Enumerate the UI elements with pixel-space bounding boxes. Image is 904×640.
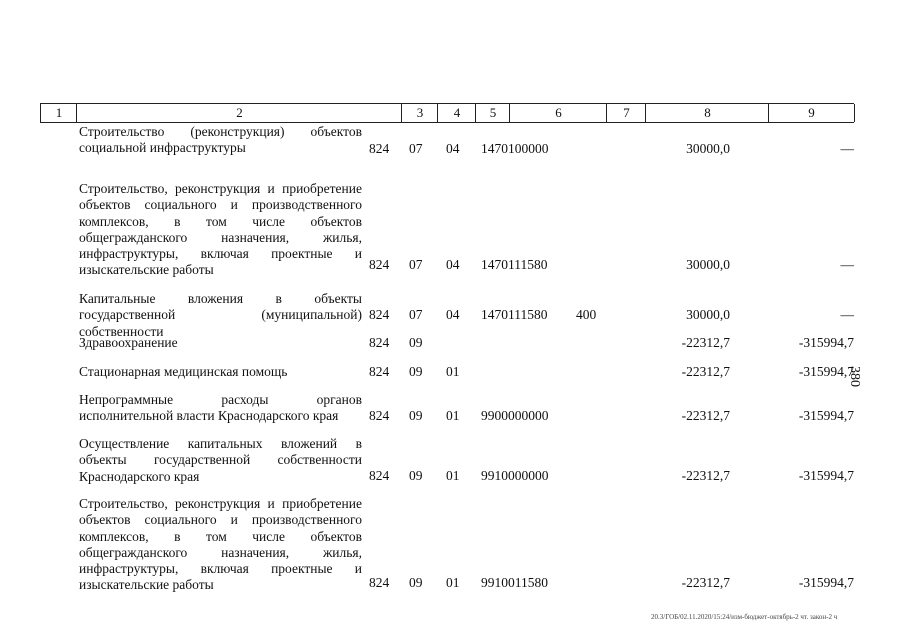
row-code-target: 1470100000	[481, 141, 549, 156]
row-amount-2: —	[840, 307, 854, 322]
row-code-subsection: 04	[446, 307, 460, 322]
row-amount-1: -22312,7	[681, 468, 730, 483]
row-code-ministry: 824	[369, 335, 390, 350]
row-code-ministry: 824	[369, 408, 390, 423]
row-code-subsection: 01	[446, 408, 460, 423]
header-col-7: 7	[606, 104, 646, 122]
row-code-section: 09	[409, 575, 423, 590]
row-amount-2: -315994,7	[798, 364, 854, 379]
row-amount-2: —	[840, 141, 854, 156]
document-footer: 20.3/ГОБ/02.11.2020/15:24/изм-бюджет-октябрь-2 чт. закон-2 ч	[651, 613, 838, 621]
row-name: Строительство (реконструкция) объектов социальной инфраструктуры	[79, 124, 362, 156]
header-col-6: 6	[509, 104, 607, 122]
header-col-4: 4	[437, 104, 476, 122]
row-code-section: 09	[409, 468, 423, 483]
header-col-8: 8	[645, 104, 769, 122]
row-code-subsection: 01	[446, 575, 460, 590]
table-header-row	[40, 103, 854, 123]
row-code-subsection: 01	[446, 468, 460, 483]
header-col-1: 1	[40, 104, 77, 122]
row-amount-2: -315994,7	[798, 468, 854, 483]
row-code-target: 9900000000	[481, 408, 549, 423]
row-amount-1: -22312,7	[681, 408, 730, 423]
row-name: Строительство, реконструкция и приобретение объектов социального и производственного комплексов, в том числе объектов общегражданского назначения, жилья, инфраструктуры, включая проектные и изыскательские работы	[79, 496, 362, 593]
row-name: Стационарная медицинская помощь	[79, 364, 288, 379]
row-code-target: 9910011580	[481, 575, 548, 590]
row-name: Капитальные вложения в объекты государственной (муниципальной) собственности	[79, 291, 362, 339]
row-code-section: 09	[409, 335, 423, 350]
row-code-ministry: 824	[369, 364, 390, 379]
row-amount-1: 30000,0	[686, 141, 730, 156]
header-col-3: 3	[401, 104, 438, 122]
row-amount-1: 30000,0	[686, 307, 730, 322]
row-code-target: 9910000000	[481, 468, 549, 483]
row-code-target: 1470111580	[481, 257, 548, 272]
row-amount-1: -22312,7	[681, 364, 730, 379]
row-code-ministry: 824	[369, 141, 390, 156]
row-code-subsection: 04	[446, 141, 460, 156]
row-amount-2: -315994,7	[798, 408, 854, 423]
row-amount-1: -22312,7	[681, 575, 730, 590]
row-code-section: 07	[409, 257, 423, 272]
header-col-9: 9	[768, 104, 855, 122]
row-amount-2: -315994,7	[798, 335, 854, 350]
page-number: 380	[847, 366, 862, 387]
row-amount-2: -315994,7	[798, 575, 854, 590]
row-code-ministry: 824	[369, 307, 390, 322]
row-amount-2: —	[840, 257, 854, 272]
row-code-subsection: 04	[446, 257, 460, 272]
row-code-section: 07	[409, 307, 423, 322]
row-code-ministry: 824	[369, 257, 390, 272]
header-col-5: 5	[475, 104, 510, 122]
row-amount-1: 30000,0	[686, 257, 730, 272]
header-col-2: 2	[76, 104, 402, 122]
row-name: Осуществление капитальных вложений в объекты государственной собственности Краснодарского края	[79, 436, 362, 484]
row-code-section: 09	[409, 408, 423, 423]
row-name: Непрограммные расходы органов исполнительной власти Краснодарского края	[79, 392, 362, 424]
row-code-subsection: 01	[446, 364, 460, 379]
row-code-type: 400	[576, 307, 597, 322]
row-name: Строительство, реконструкция и приобретение объектов социального и производственного комплексов, в том числе объектов общегражданского назначения, жилья, инфраструктуры, включая проектные и изыскательские работы	[79, 181, 362, 278]
row-name: Здравоохранение	[79, 335, 178, 350]
row-code-section: 09	[409, 364, 423, 379]
row-code-ministry: 824	[369, 468, 390, 483]
row-amount-1: -22312,7	[681, 335, 730, 350]
row-code-target: 1470111580	[481, 307, 548, 322]
row-code-section: 07	[409, 141, 423, 156]
row-code-ministry: 824	[369, 575, 390, 590]
